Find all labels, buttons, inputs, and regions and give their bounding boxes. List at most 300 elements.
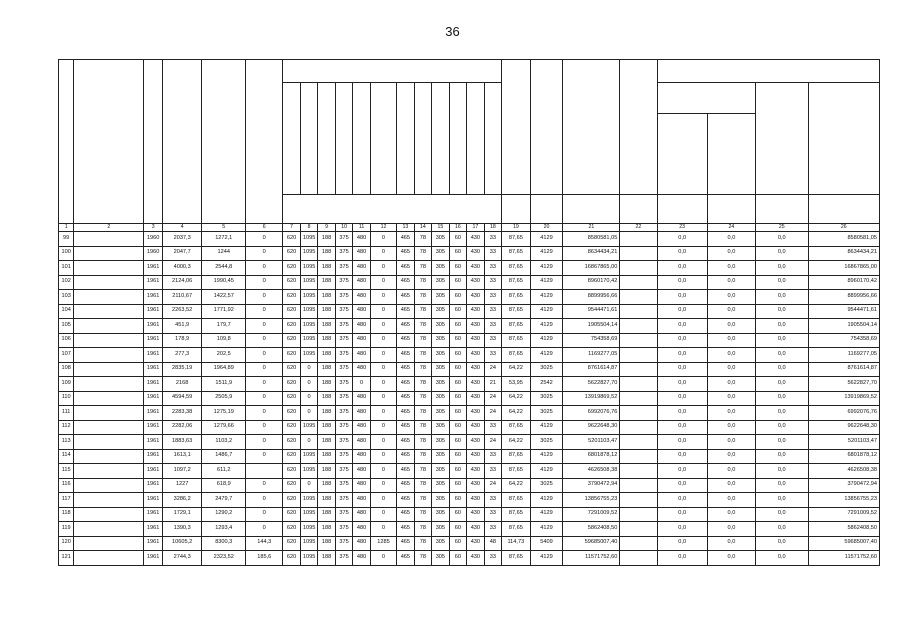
table-cell: 33 bbox=[484, 333, 502, 348]
address-cell bbox=[74, 348, 144, 363]
header-cell bbox=[414, 83, 432, 195]
table-cell: 7291009,52 bbox=[808, 507, 879, 522]
table-cell: 6992076,76 bbox=[808, 406, 879, 421]
table-cell: 1729,1 bbox=[162, 507, 201, 522]
table-cell bbox=[620, 391, 657, 406]
table-cell: 0 bbox=[370, 493, 396, 508]
table-cell: 480 bbox=[353, 348, 371, 363]
table-cell: 24 bbox=[484, 478, 502, 493]
table-cell: 0,0 bbox=[756, 464, 809, 479]
column-number: 24 bbox=[707, 224, 755, 232]
table-cell: 1095 bbox=[300, 333, 318, 348]
table-cell: 305 bbox=[432, 551, 450, 566]
table-cell: 109,8 bbox=[202, 333, 246, 348]
table-cell: 1960 bbox=[144, 246, 163, 261]
address-cell bbox=[74, 232, 144, 247]
table-cell bbox=[620, 232, 657, 247]
header-cell bbox=[657, 195, 707, 224]
table-cell: 5201103,47 bbox=[808, 435, 879, 450]
column-number: 10 bbox=[335, 224, 353, 232]
table-cell: 78 bbox=[414, 290, 432, 305]
table-cell: 305 bbox=[432, 464, 450, 479]
header-cell bbox=[808, 83, 879, 195]
table-cell: 1486,7 bbox=[202, 449, 246, 464]
column-number-row bbox=[59, 224, 880, 232]
table-cell: 465 bbox=[397, 536, 415, 551]
table-row bbox=[59, 319, 880, 334]
table-cell: 33 bbox=[484, 246, 502, 261]
table-cell: 110 bbox=[59, 391, 74, 406]
table-cell: 0 bbox=[246, 304, 283, 319]
header-cell bbox=[707, 114, 755, 195]
table-cell: 465 bbox=[397, 290, 415, 305]
column-number: 1 bbox=[59, 224, 74, 232]
table-cell: 1961 bbox=[144, 261, 163, 276]
table-cell: 0 bbox=[246, 478, 283, 493]
table-cell: 305 bbox=[432, 362, 450, 377]
table-cell: 0,0 bbox=[707, 449, 755, 464]
table-cell: 188 bbox=[318, 304, 336, 319]
table-cell: 620 bbox=[283, 478, 301, 493]
table-cell: 0 bbox=[370, 507, 396, 522]
table-cell: 305 bbox=[432, 348, 450, 363]
column-number: 16 bbox=[449, 224, 467, 232]
column-number: 4 bbox=[162, 224, 201, 232]
table-cell: 8634434,21 bbox=[808, 246, 879, 261]
document-table-wrapper bbox=[58, 59, 880, 566]
address-cell bbox=[74, 507, 144, 522]
header-cell bbox=[74, 60, 144, 224]
table-cell: 465 bbox=[397, 348, 415, 363]
table-cell: 430 bbox=[467, 522, 485, 537]
table-cell: 480 bbox=[353, 507, 371, 522]
header-cell bbox=[756, 195, 809, 224]
table-cell: 2323,52 bbox=[202, 551, 246, 566]
header-cell bbox=[620, 60, 657, 195]
table-cell: 3025 bbox=[530, 362, 563, 377]
table-cell: 0 bbox=[370, 333, 396, 348]
table-row bbox=[59, 290, 880, 305]
table-cell: 480 bbox=[353, 391, 371, 406]
table-cell: 1961 bbox=[144, 551, 163, 566]
table-cell: 430 bbox=[467, 435, 485, 450]
table-cell: 87,65 bbox=[502, 522, 530, 537]
table-cell: 0,0 bbox=[756, 493, 809, 508]
table-cell: 1961 bbox=[144, 319, 163, 334]
table-cell: 2835,19 bbox=[162, 362, 201, 377]
table-cell: 0,0 bbox=[657, 362, 707, 377]
table-cell: 1961 bbox=[144, 493, 163, 508]
table-cell: 11571752,60 bbox=[808, 551, 879, 566]
table-cell bbox=[620, 246, 657, 261]
table-cell: 0,0 bbox=[657, 391, 707, 406]
table-cell: 451,9 bbox=[162, 319, 201, 334]
table-cell: 78 bbox=[414, 319, 432, 334]
table-cell: 60 bbox=[449, 551, 467, 566]
table-cell: 4129 bbox=[530, 348, 563, 363]
table-cell: 620 bbox=[283, 319, 301, 334]
table-cell: 430 bbox=[467, 290, 485, 305]
table-cell: 87,65 bbox=[502, 420, 530, 435]
table-cell: 430 bbox=[467, 507, 485, 522]
table-cell: 480 bbox=[353, 522, 371, 537]
header-cell bbox=[283, 83, 301, 195]
table-cell: 78 bbox=[414, 478, 432, 493]
address-cell bbox=[74, 333, 144, 348]
table-cell: 5622827,70 bbox=[563, 377, 620, 392]
address-cell bbox=[74, 261, 144, 276]
table-cell: 60 bbox=[449, 522, 467, 537]
table-cell: 620 bbox=[283, 435, 301, 450]
table-cell bbox=[620, 522, 657, 537]
table-cell: 0,0 bbox=[707, 275, 755, 290]
table-cell: 2263,52 bbox=[162, 304, 201, 319]
table-cell: 1293,4 bbox=[202, 522, 246, 537]
table-cell: 188 bbox=[318, 464, 336, 479]
table-cell: 1169277,05 bbox=[808, 348, 879, 363]
table-cell: 0 bbox=[370, 377, 396, 392]
table-cell: 0 bbox=[370, 348, 396, 363]
table-cell: 1511,9 bbox=[202, 377, 246, 392]
table-row bbox=[59, 420, 880, 435]
table-cell: 33 bbox=[484, 232, 502, 247]
table-cell: 9622648,30 bbox=[808, 420, 879, 435]
column-number: 5 bbox=[202, 224, 246, 232]
table-cell: 0 bbox=[370, 319, 396, 334]
table-cell: 0 bbox=[370, 275, 396, 290]
table-cell: 480 bbox=[353, 464, 371, 479]
table-cell: 6992076,76 bbox=[563, 406, 620, 421]
table-cell: 430 bbox=[467, 493, 485, 508]
table-cell: 8899956,66 bbox=[563, 290, 620, 305]
address-cell bbox=[74, 420, 144, 435]
table-cell: 465 bbox=[397, 246, 415, 261]
table-cell: 375 bbox=[335, 507, 353, 522]
table-cell: 188 bbox=[318, 478, 336, 493]
table-cell: 375 bbox=[335, 261, 353, 276]
table-cell: 4129 bbox=[530, 551, 563, 566]
table-cell: 430 bbox=[467, 377, 485, 392]
table-cell: 1613,1 bbox=[162, 449, 201, 464]
table-row bbox=[59, 536, 880, 551]
table-cell: 188 bbox=[318, 377, 336, 392]
table-cell: 375 bbox=[335, 522, 353, 537]
table-cell: 0 bbox=[246, 420, 283, 435]
table-cell: 3025 bbox=[530, 391, 563, 406]
table-cell: 305 bbox=[432, 435, 450, 450]
table-cell bbox=[620, 348, 657, 363]
table-cell: 0 bbox=[370, 304, 396, 319]
page-number: 36 bbox=[445, 24, 460, 39]
table-cell: 0 bbox=[370, 290, 396, 305]
header-cell bbox=[397, 83, 415, 195]
table-cell: 430 bbox=[467, 478, 485, 493]
table-row bbox=[59, 246, 880, 261]
table-cell: 0 bbox=[370, 406, 396, 421]
table-cell: 60 bbox=[449, 333, 467, 348]
table-cell: 0 bbox=[246, 406, 283, 421]
table-cell: 24 bbox=[484, 435, 502, 450]
table-cell: 0 bbox=[370, 449, 396, 464]
header-cell bbox=[449, 83, 467, 195]
table-cell: 480 bbox=[353, 551, 371, 566]
table-cell: 465 bbox=[397, 275, 415, 290]
table-cell: 480 bbox=[353, 319, 371, 334]
table-cell: 78 bbox=[414, 536, 432, 551]
column-number: 13 bbox=[397, 224, 415, 232]
table-cell: 33 bbox=[484, 493, 502, 508]
column-number: 7 bbox=[283, 224, 301, 232]
table-cell: 0 bbox=[370, 435, 396, 450]
header-cell bbox=[657, 114, 707, 195]
table-cell: 620 bbox=[283, 536, 301, 551]
table-cell: 114 bbox=[59, 449, 74, 464]
table-cell: 78 bbox=[414, 391, 432, 406]
column-number: 26 bbox=[808, 224, 879, 232]
table-cell: 0,0 bbox=[707, 464, 755, 479]
table-cell: 78 bbox=[414, 261, 432, 276]
table-cell: 5409 bbox=[530, 536, 563, 551]
table-cell: 305 bbox=[432, 522, 450, 537]
table-cell bbox=[246, 464, 283, 479]
table-cell: 0,0 bbox=[707, 493, 755, 508]
table-cell: 188 bbox=[318, 391, 336, 406]
table-cell: 375 bbox=[335, 377, 353, 392]
table-cell: 60 bbox=[449, 348, 467, 363]
table-cell: 0,0 bbox=[756, 536, 809, 551]
table-cell: 3025 bbox=[530, 435, 563, 450]
table-cell: 0,0 bbox=[707, 420, 755, 435]
column-number: 3 bbox=[144, 224, 163, 232]
table-cell: 620 bbox=[283, 304, 301, 319]
column-number: 19 bbox=[502, 224, 530, 232]
table-cell: 1095 bbox=[300, 275, 318, 290]
table-cell: 0,0 bbox=[657, 333, 707, 348]
table-cell: 24 bbox=[484, 391, 502, 406]
address-cell bbox=[74, 435, 144, 450]
table-cell: 8634434,21 bbox=[563, 246, 620, 261]
table-cell: 1095 bbox=[300, 261, 318, 276]
table-cell: 4594,59 bbox=[162, 391, 201, 406]
table-cell: 430 bbox=[467, 232, 485, 247]
table-cell: 430 bbox=[467, 333, 485, 348]
table-cell: 2047,7 bbox=[162, 246, 201, 261]
column-number: 18 bbox=[484, 224, 502, 232]
table-cell: 0,0 bbox=[707, 391, 755, 406]
table-cell: 0 bbox=[370, 551, 396, 566]
header-cell bbox=[756, 83, 809, 195]
header-cell bbox=[300, 83, 318, 195]
header-cell bbox=[144, 60, 163, 224]
table-cell: 0 bbox=[246, 232, 283, 247]
table-cell: 4129 bbox=[530, 290, 563, 305]
table-cell: 0,0 bbox=[756, 522, 809, 537]
table-cell: 620 bbox=[283, 261, 301, 276]
table-row bbox=[59, 333, 880, 348]
table-cell: 8960170,42 bbox=[808, 275, 879, 290]
table-cell: 375 bbox=[335, 232, 353, 247]
table-cell: 1095 bbox=[300, 522, 318, 537]
address-cell bbox=[74, 362, 144, 377]
table-cell: 1390,3 bbox=[162, 522, 201, 537]
table-cell: 33 bbox=[484, 420, 502, 435]
table-cell: 185,6 bbox=[246, 551, 283, 566]
table-cell: 0 bbox=[246, 493, 283, 508]
address-cell bbox=[74, 304, 144, 319]
table-cell: 60 bbox=[449, 536, 467, 551]
table-cell bbox=[620, 536, 657, 551]
table-cell: 121 bbox=[59, 551, 74, 566]
column-number: 22 bbox=[620, 224, 657, 232]
table-cell: 100 bbox=[59, 246, 74, 261]
table-cell: 1961 bbox=[144, 420, 163, 435]
table-cell: 87,65 bbox=[502, 261, 530, 276]
header-cell bbox=[502, 195, 530, 224]
column-number: 17 bbox=[467, 224, 485, 232]
table-cell: 4129 bbox=[530, 449, 563, 464]
table-cell: 465 bbox=[397, 304, 415, 319]
table-cell: 188 bbox=[318, 493, 336, 508]
table-cell: 1961 bbox=[144, 435, 163, 450]
table-cell: 375 bbox=[335, 478, 353, 493]
table-row bbox=[59, 493, 880, 508]
table-cell bbox=[620, 464, 657, 479]
table-cell: 0 bbox=[246, 362, 283, 377]
table-cell: 188 bbox=[318, 246, 336, 261]
table-cell: 87,65 bbox=[502, 290, 530, 305]
table-cell: 2283,38 bbox=[162, 406, 201, 421]
table-cell: 59685007,40 bbox=[563, 536, 620, 551]
table-cell: 0 bbox=[246, 246, 283, 261]
table-cell: 620 bbox=[283, 420, 301, 435]
table-cell: 1095 bbox=[300, 464, 318, 479]
table-cell: 1290,2 bbox=[202, 507, 246, 522]
table-cell bbox=[620, 420, 657, 435]
table-cell: 1961 bbox=[144, 478, 163, 493]
table-cell bbox=[620, 261, 657, 276]
table-cell: 620 bbox=[283, 333, 301, 348]
table-cell: 465 bbox=[397, 464, 415, 479]
table-cell: 0 bbox=[246, 507, 283, 522]
table-row bbox=[59, 522, 880, 537]
table-cell bbox=[620, 377, 657, 392]
table-cell: 1095 bbox=[300, 507, 318, 522]
table-cell: 78 bbox=[414, 464, 432, 479]
table-cell: 620 bbox=[283, 362, 301, 377]
table-cell: 64,22 bbox=[502, 391, 530, 406]
table-cell: 620 bbox=[283, 290, 301, 305]
table-cell: 33 bbox=[484, 449, 502, 464]
column-number: 8 bbox=[300, 224, 318, 232]
table-cell: 1279,66 bbox=[202, 420, 246, 435]
table-cell: 78 bbox=[414, 232, 432, 247]
header-cell bbox=[246, 60, 283, 224]
table-cell: 480 bbox=[353, 362, 371, 377]
address-cell bbox=[74, 449, 144, 464]
table-cell: 430 bbox=[467, 536, 485, 551]
table-cell: 0,0 bbox=[707, 377, 755, 392]
table-cell: 4000,3 bbox=[162, 261, 201, 276]
table-cell: 1961 bbox=[144, 304, 163, 319]
table-cell: 1961 bbox=[144, 377, 163, 392]
table-cell: 78 bbox=[414, 333, 432, 348]
table-cell: 305 bbox=[432, 377, 450, 392]
table-cell: 465 bbox=[397, 319, 415, 334]
table-cell: 0 bbox=[300, 435, 318, 450]
table-cell: 33 bbox=[484, 551, 502, 566]
table-cell: 305 bbox=[432, 290, 450, 305]
table-cell: 33 bbox=[484, 304, 502, 319]
table-cell: 60 bbox=[449, 362, 467, 377]
table-cell bbox=[620, 406, 657, 421]
table-cell: 0 bbox=[370, 464, 396, 479]
table-cell: 305 bbox=[432, 449, 450, 464]
table-cell: 0 bbox=[370, 261, 396, 276]
table-cell: 60 bbox=[449, 478, 467, 493]
table-cell: 60 bbox=[449, 304, 467, 319]
table-cell: 5862408,50 bbox=[808, 522, 879, 537]
table-cell: 1095 bbox=[300, 304, 318, 319]
table-cell: 0,0 bbox=[756, 406, 809, 421]
table-cell: 1961 bbox=[144, 362, 163, 377]
header-cell bbox=[162, 60, 201, 224]
table-cell: 0,0 bbox=[707, 333, 755, 348]
table-cell: 0 bbox=[300, 478, 318, 493]
table-cell: 480 bbox=[353, 493, 371, 508]
table-cell: 0,0 bbox=[756, 449, 809, 464]
table-cell: 2124,06 bbox=[162, 275, 201, 290]
table-cell: 0,0 bbox=[707, 348, 755, 363]
table-cell: 0 bbox=[246, 348, 283, 363]
table-cell: 78 bbox=[414, 420, 432, 435]
table-cell: 620 bbox=[283, 377, 301, 392]
table-cell: 109 bbox=[59, 377, 74, 392]
table-cell: 305 bbox=[432, 536, 450, 551]
table-cell: 480 bbox=[353, 536, 371, 551]
table-cell: 480 bbox=[353, 275, 371, 290]
table-cell: 305 bbox=[432, 406, 450, 421]
table-cell: 48 bbox=[484, 536, 502, 551]
table-cell: 480 bbox=[353, 406, 371, 421]
table-cell: 375 bbox=[335, 391, 353, 406]
table-cell: 2505,9 bbox=[202, 391, 246, 406]
table-cell: 430 bbox=[467, 348, 485, 363]
table-cell: 87,65 bbox=[502, 319, 530, 334]
table-cell: 5622827,70 bbox=[808, 377, 879, 392]
table-cell: 4129 bbox=[530, 493, 563, 508]
table-cell: 188 bbox=[318, 362, 336, 377]
table-cell: 465 bbox=[397, 333, 415, 348]
table-cell: 13919869,52 bbox=[808, 391, 879, 406]
table-cell: 480 bbox=[353, 261, 371, 276]
table-cell: 0 bbox=[246, 391, 283, 406]
table-row bbox=[59, 348, 880, 363]
table-cell: 1272,1 bbox=[202, 232, 246, 247]
table-cell: 0 bbox=[246, 275, 283, 290]
table-cell: 117 bbox=[59, 493, 74, 508]
table-cell: 0,0 bbox=[756, 333, 809, 348]
table-cell bbox=[620, 478, 657, 493]
table-row bbox=[59, 551, 880, 566]
table-cell: 0,0 bbox=[707, 362, 755, 377]
table-cell: 0,0 bbox=[657, 493, 707, 508]
table-cell: 0,0 bbox=[756, 507, 809, 522]
table-cell: 0,0 bbox=[707, 246, 755, 261]
table-cell: 78 bbox=[414, 406, 432, 421]
table-cell: 64,22 bbox=[502, 406, 530, 421]
table-cell: 305 bbox=[432, 232, 450, 247]
table-cell: 10605,2 bbox=[162, 536, 201, 551]
